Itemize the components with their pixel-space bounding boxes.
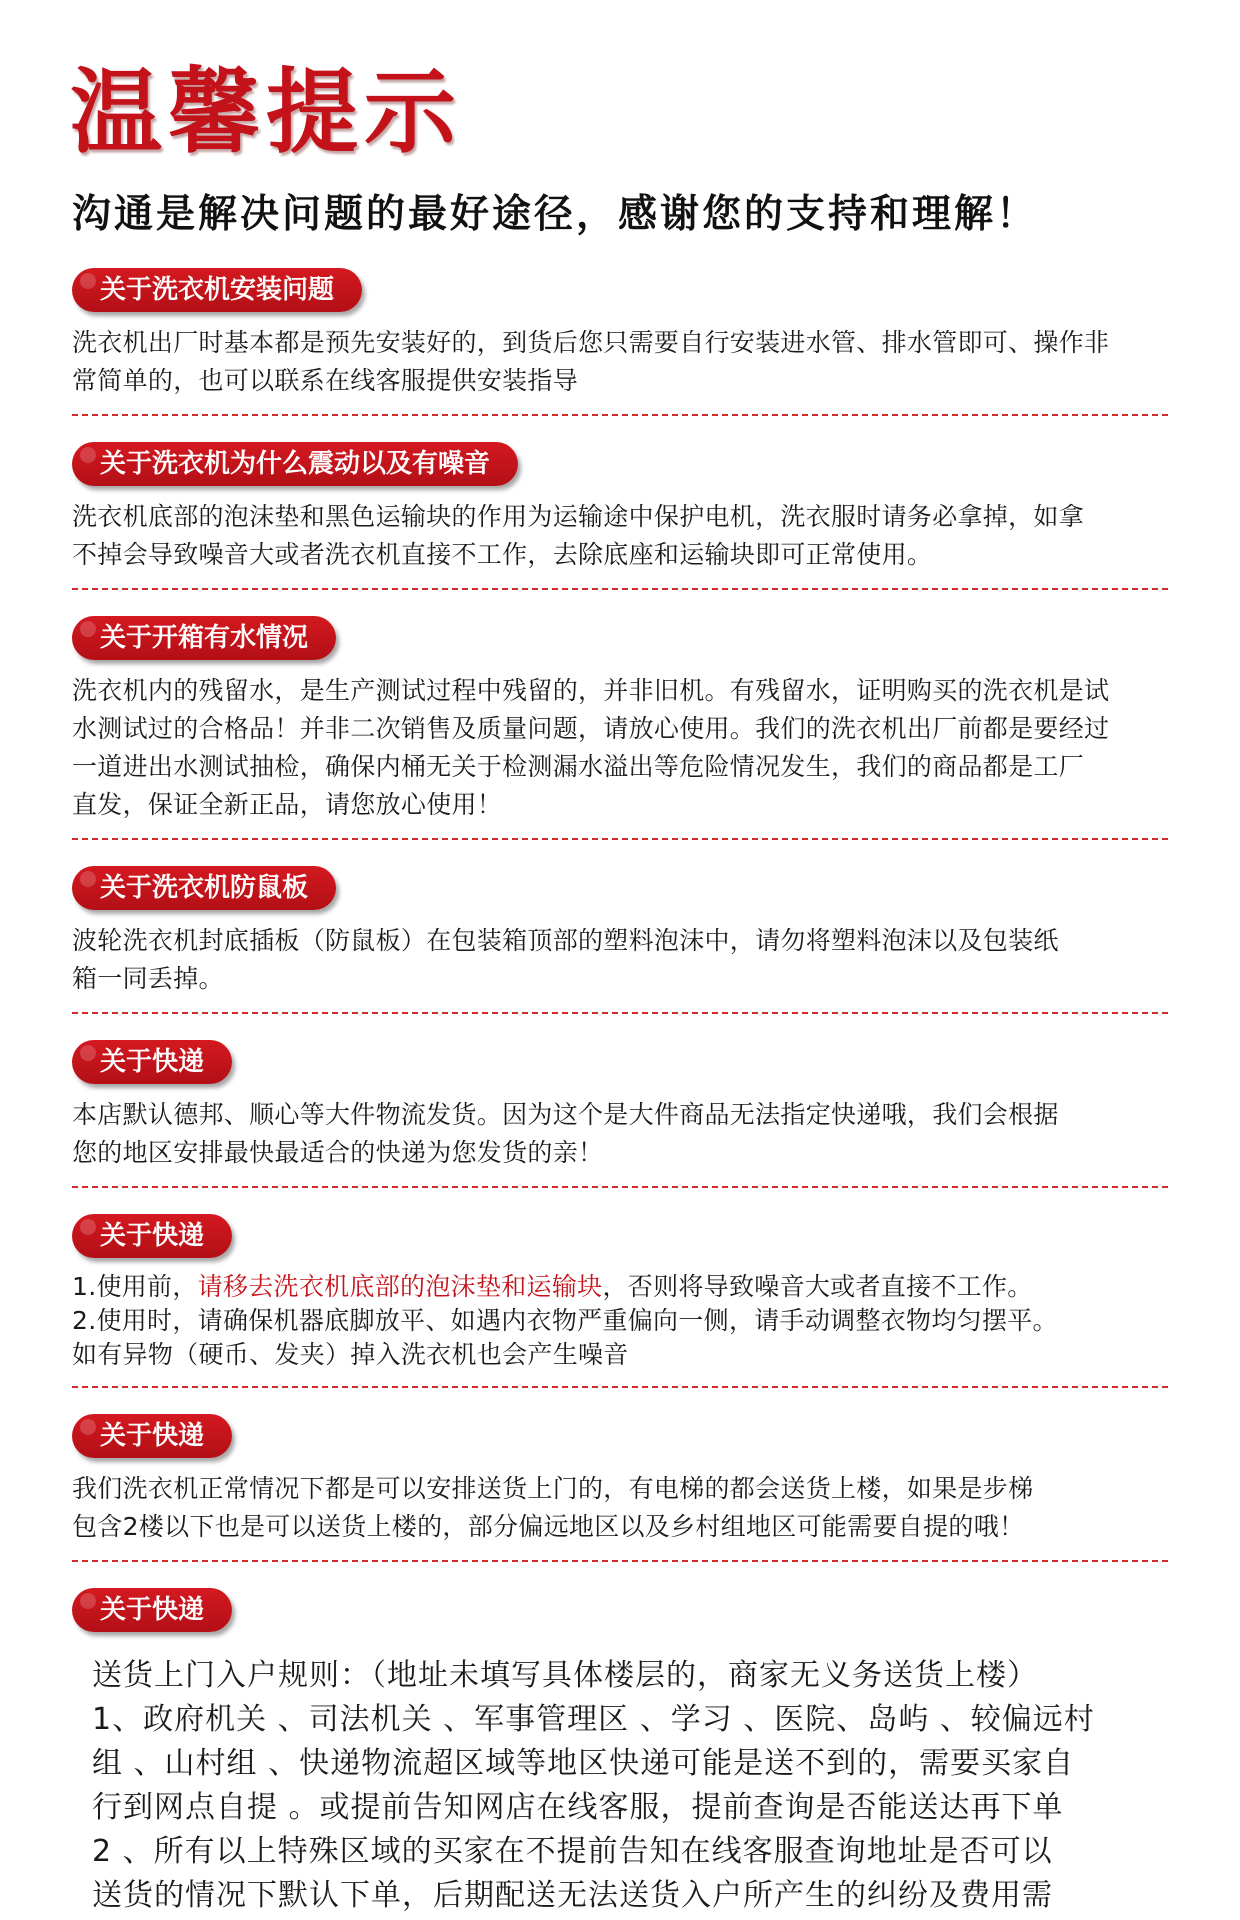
- body-line: 洗衣机底部的泡沫垫和黑色运输块的作用为运输途中保护电机，洗衣服时请务必拿掉，如拿: [72, 502, 1085, 531]
- section-heading: 关于快递: [72, 1414, 232, 1458]
- section-heading: 关于洗衣机防鼠板: [72, 866, 336, 910]
- section-body: [72, 1096, 1168, 1172]
- section-heading: 关于快递: [72, 1588, 232, 1632]
- body-line: 2.使用时，请确保机器底脚放平、如遇内衣物严重偏向一侧，请手动调整衣物均匀摆平。: [72, 1306, 1058, 1335]
- tip-section-install: [72, 268, 1168, 416]
- tip-section-usage: [72, 1214, 1168, 1388]
- tip-section-delivery: [72, 1040, 1168, 1188]
- body-line: 本店默认德邦、顺心等大件物流发货。因为这个是大件商品无法指定快递哦，我们会根据: [72, 1100, 1059, 1129]
- body-line: 1、政府机关 、司法机关 、军事管理区 、学习 、医院、岛屿 、较偏远村: [92, 1702, 1095, 1737]
- page-subtitle: 沟通是解决问题的最好途径，感谢您的支持和理解！: [72, 192, 1039, 237]
- body-line: 直发，保证全新正品，请您放心使用！: [72, 790, 503, 819]
- line-prefix: 1.使用前，: [72, 1272, 198, 1301]
- section-body: [72, 324, 1168, 400]
- body-line: 不掉会导致噪音大或者洗衣机直接不工作，去除底座和运输块即可正常使用。: [72, 540, 933, 569]
- tip-section-entry-rules: [72, 1588, 1168, 1918]
- tip-section-vibration: [72, 442, 1168, 590]
- tip-section-water: [72, 616, 1168, 840]
- body-line: 波轮洗衣机封底插板（防鼠板）在包装箱顶部的塑料泡沫中，请勿将塑料泡沫以及包装纸: [72, 926, 1059, 955]
- body-line: 如有异物（硬币、发夹）掉入洗衣机也会产生噪音: [72, 1340, 629, 1369]
- body-line: [72, 1270, 1168, 1304]
- dashed-divider: [72, 1386, 1168, 1388]
- dashed-divider: [72, 1560, 1168, 1562]
- body-line: 包含2楼以下也是可以送货上楼的，部分偏远地区以及乡村组地区可能需要自提的哦！: [72, 1512, 1025, 1541]
- body-line: 组 、山村组 、快递物流超区域等地区快递可能是送不到的，需要买家自: [92, 1746, 1075, 1781]
- line-suffix: ，否则将导致噪音大或者直接不工作。: [602, 1272, 1033, 1301]
- dashed-divider: [72, 838, 1168, 840]
- dashed-divider: [72, 588, 1168, 590]
- body-line: 洗衣机出厂时基本都是预先安装好的，到货后您只需要自行安装进水管、排水管即可、操作非: [72, 328, 1110, 357]
- body-line: 常简单的，也可以联系在线客服提供安装指导: [72, 366, 579, 395]
- body-line: 送货上门入户规则：（地址未填写具体楼层的，商家无义务送货上楼）: [92, 1658, 1038, 1693]
- section-heading: 关于洗衣机为什么震动以及有噪音: [72, 442, 518, 486]
- tip-section-mouse-board: [72, 866, 1168, 1014]
- body-line: 水测试过的合格品！并非二次销售及质量问题，请放心使用。我们的洗衣机出厂前都是要经过: [72, 714, 1110, 743]
- body-line: 洗衣机内的残留水，是生产测试过程中残留的，并非旧机。有残留水，证明购买的洗衣机是试: [72, 676, 1110, 705]
- section-body: [72, 922, 1168, 998]
- dashed-divider: [72, 414, 1168, 416]
- section-heading: 关于洗衣机安装问题: [72, 268, 362, 312]
- tips-sections: [0, 268, 1240, 1918]
- body-line: 行到网点自提 。或提前告知网店在线客服，提前查询是否能送达再下单: [92, 1790, 1064, 1825]
- section-heading: 关于快递: [72, 1040, 232, 1084]
- section-heading: 关于快递: [72, 1214, 232, 1258]
- body-line: 箱一同丢掉。: [72, 964, 224, 993]
- tip-section-door-delivery: [72, 1414, 1168, 1562]
- section-body: [72, 1470, 1168, 1546]
- dashed-divider: [72, 1012, 1168, 1014]
- body-line: 我们洗衣机正常情况下都是可以安排送货上门的，有电梯的都会送货上楼，如果是步梯: [72, 1474, 1034, 1503]
- section-body: [72, 672, 1168, 824]
- body-line: 送货的情况下默认下单，后期配送无法送货入户所产生的纠纷及费用需: [92, 1878, 1053, 1913]
- body-line: 2 、所有以上特殊区域的买家在不提前告知在线客服查询地址是否可以: [92, 1834, 1053, 1869]
- body-line: 一道进出水测试抽检，确保内桶无关于检测漏水溢出等危险情况发生，我们的商品都是工厂: [72, 752, 1085, 781]
- section-body: [92, 1654, 1168, 1918]
- body-line: 您的地区安排最快最适合的快递为您发货的亲！: [72, 1138, 604, 1167]
- highlight-text: 请移去洗衣机底部的泡沫垫和运输块: [197, 1272, 603, 1301]
- section-body: [72, 1270, 1168, 1372]
- section-heading: 关于开箱有水情况: [72, 616, 336, 660]
- dashed-divider: [72, 1186, 1168, 1188]
- page-title: 温馨提示: [70, 59, 463, 166]
- section-body: [72, 498, 1168, 574]
